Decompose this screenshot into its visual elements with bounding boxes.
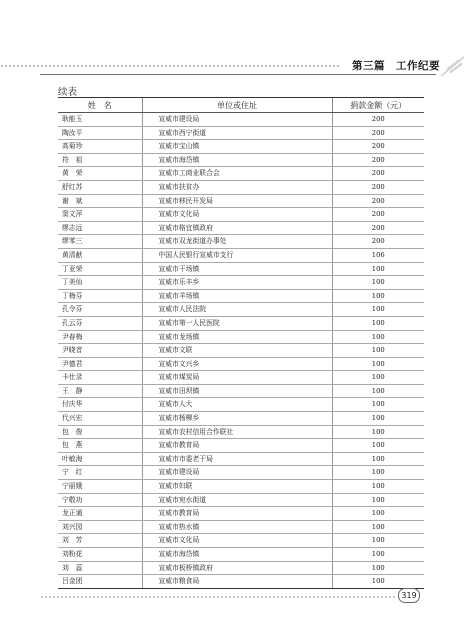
donor-name: 孔令芬: [58, 303, 142, 317]
table-row: [58, 194, 424, 208]
table-row: [58, 221, 424, 235]
donor-unit: 宣威市文化局: [142, 534, 332, 548]
chapter-title: 第三篇 工作纪要: [352, 60, 440, 72]
table-row: [58, 548, 424, 562]
donor-unit: 宣威市板桥镇政府: [142, 561, 332, 575]
table-row: [58, 248, 424, 262]
donation-amount: 100: [332, 412, 424, 426]
table-row: [58, 561, 424, 575]
table-row: [58, 534, 424, 548]
donor-name: 丁美仙: [58, 276, 142, 290]
donation-amount: 200: [332, 126, 424, 140]
donor-name: 黄 荣: [58, 167, 142, 181]
table-row: [58, 316, 424, 330]
donor-name: 宁 红: [58, 466, 142, 480]
donor-unit: 宣威市宛水街道: [142, 493, 332, 507]
table-row: [58, 575, 424, 589]
donor-unit: 宣威市市委老干局: [142, 452, 332, 466]
donor-unit: 宣威市文化局: [142, 208, 332, 222]
donation-amount: 100: [332, 262, 424, 276]
donor-name: 刘粉花: [58, 548, 142, 562]
donor-unit: 宣威市妇联: [142, 480, 332, 494]
table-row: [58, 289, 424, 303]
donation-amount: 100: [332, 276, 424, 290]
donor-unit: 宣威市人民法院: [142, 303, 332, 317]
donor-unit: 宣威市格宜镇政府: [142, 221, 332, 235]
donation-amount: 200: [332, 113, 424, 127]
column-header-name: 姓 名: [58, 98, 142, 113]
table-row: [58, 384, 424, 398]
header-rule: [40, 74, 436, 75]
table-row: [58, 398, 424, 412]
table-row: [58, 180, 424, 194]
donor-unit: 宣威市西宁街道: [142, 126, 332, 140]
donation-amount: 100: [332, 289, 424, 303]
donor-unit: 宣威市热水镇: [142, 520, 332, 534]
donation-amount: 200: [332, 167, 424, 181]
donation-amount: 100: [332, 548, 424, 562]
table-header: [58, 98, 424, 113]
donation-amount: 100: [332, 561, 424, 575]
donor-name: 代兴宏: [58, 412, 142, 426]
donor-unit: 宣威市杨柳乡: [142, 412, 332, 426]
table-row: [58, 357, 424, 371]
table-row: [58, 235, 424, 249]
donor-name: 尹德君: [58, 357, 142, 371]
donor-unit: 宣威市海岱镇: [142, 548, 332, 562]
donation-amount: 100: [332, 330, 424, 344]
donor-name: 包 俊: [58, 425, 142, 439]
donor-unit: 宣威市田坝镇: [142, 384, 332, 398]
donation-amount: 200: [332, 221, 424, 235]
donor-name: 宁丽娥: [58, 480, 142, 494]
donation-amount: 100: [332, 357, 424, 371]
donor-name: 包 燕: [58, 439, 142, 453]
donor-name: 符 祖: [58, 153, 142, 167]
donation-amount: 100: [332, 425, 424, 439]
donor-name: 高菊珍: [58, 140, 142, 154]
donor-unit: 宣威市工商业联合会: [142, 167, 332, 181]
donation-amount: 200: [332, 194, 424, 208]
donor-name: 耿能玉: [58, 113, 142, 127]
donor-name: 黄清献: [58, 248, 142, 262]
footer-dotted-rule: [40, 595, 396, 599]
table-row: [58, 493, 424, 507]
donor-unit: 宣威市煤炭局: [142, 371, 332, 385]
donor-name: 刘 芳: [58, 534, 142, 548]
column-header-unit: 单位或住址: [142, 98, 332, 113]
donation-amount: 100: [332, 344, 424, 358]
donation-amount: 100: [332, 507, 424, 521]
donation-amount: 100: [332, 534, 424, 548]
donor-unit: 宣威市宝山镇: [142, 140, 332, 154]
donation-amount: 200: [332, 180, 424, 194]
donor-unit: 宣威市建设局: [142, 466, 332, 480]
donor-name: 卡仕录: [58, 371, 142, 385]
donor-unit: 宣威市扶贫办: [142, 180, 332, 194]
table-row: [58, 126, 424, 140]
donation-amount: 100: [332, 575, 424, 589]
donor-unit: 宣威市建设局: [142, 113, 332, 127]
table-row: [58, 276, 424, 290]
continued-table-label: 续表: [58, 87, 78, 98]
donation-amount: 200: [332, 235, 424, 249]
donation-amount: 100: [332, 303, 424, 317]
donor-unit: 宣威市粮食局: [142, 575, 332, 589]
donation-amount: 100: [332, 316, 424, 330]
donor-unit: 宣威市海岱镇: [142, 153, 332, 167]
donor-name: 王 静: [58, 384, 142, 398]
donation-amount: 106: [332, 248, 424, 262]
table-row: [58, 507, 424, 521]
donor-name: 丁亚荣: [58, 262, 142, 276]
donation-amount: 100: [332, 384, 424, 398]
header-dotted-rule: [0, 64, 340, 68]
donor-name: 缪志远: [58, 221, 142, 235]
column-header-amount: 捐款金额（元）: [332, 98, 424, 113]
table-row: [58, 167, 424, 181]
donor-unit: 宣威市双龙街道办事处: [142, 235, 332, 249]
donor-name: 刘 蕊: [58, 561, 142, 575]
table-row: [58, 480, 424, 494]
donor-name: 叶敏海: [58, 452, 142, 466]
table-row: [58, 466, 424, 480]
table-row: [58, 439, 424, 453]
table-row: [58, 330, 424, 344]
table-row: [58, 344, 424, 358]
donation-amount: 100: [332, 480, 424, 494]
donor-unit: 宣威市第一人民医院: [142, 316, 332, 330]
donor-unit: 宣威市羊场镇: [142, 289, 332, 303]
donor-name: 尹晓音: [58, 344, 142, 358]
donor-unit: 宣威市文兴乡: [142, 357, 332, 371]
table-row: [58, 520, 424, 534]
donor-name: 丁梅芬: [58, 289, 142, 303]
donation-amount: 200: [332, 140, 424, 154]
donor-name: 孔云芬: [58, 316, 142, 330]
donor-unit: 宣威市农村信用合作联社: [142, 425, 332, 439]
donor-name: 龙正通: [58, 507, 142, 521]
donor-name: 刘兴园: [58, 520, 142, 534]
donation-amount: 100: [332, 466, 424, 480]
donor-unit: 宣威市教育局: [142, 439, 332, 453]
donation-amount: 200: [332, 153, 424, 167]
table-row: [58, 262, 424, 276]
donor-unit: 宣威市龙场镇: [142, 330, 332, 344]
table-row: [58, 113, 424, 127]
wheat-ear-icon: [437, 54, 467, 78]
donor-unit: 宣威市教育局: [142, 507, 332, 521]
table-row: [58, 303, 424, 317]
donor-name: 吕金团: [58, 575, 142, 589]
donation-amount: 100: [332, 371, 424, 385]
table-row: [58, 412, 424, 426]
table-row: [58, 140, 424, 154]
donor-unit: 宣威市乐丰乡: [142, 276, 332, 290]
donor-unit: 中国人民银行宣威市支行: [142, 248, 332, 262]
donation-amount: 100: [332, 439, 424, 453]
table-body: [58, 113, 424, 589]
donation-table: [58, 97, 424, 589]
donation-amount: 100: [332, 398, 424, 412]
donor-unit: 宣威市移民开发局: [142, 194, 332, 208]
donation-amount: 200: [332, 208, 424, 222]
donor-name: 舒红苏: [58, 180, 142, 194]
table-row: [58, 153, 424, 167]
table-row: [58, 208, 424, 222]
page-number: 319: [398, 588, 420, 603]
donation-amount: 100: [332, 493, 424, 507]
donor-name: 窦文萍: [58, 208, 142, 222]
donor-name: 陶汝平: [58, 126, 142, 140]
donor-unit: 宣威市文联: [142, 344, 332, 358]
donor-name: 缪苯三: [58, 235, 142, 249]
page-top-margin: [0, 0, 475, 58]
donation-amount: 100: [332, 452, 424, 466]
table-row: [58, 452, 424, 466]
donor-unit: 宣威市干场镇: [142, 262, 332, 276]
donation-amount: 100: [332, 520, 424, 534]
donor-name: 付庆华: [58, 398, 142, 412]
table-row: [58, 425, 424, 439]
donor-name: 宁敬功: [58, 493, 142, 507]
donor-name: 谢 斌: [58, 194, 142, 208]
donor-unit: 宣威市人大: [142, 398, 332, 412]
table-row: [58, 371, 424, 385]
donor-name: 尹春梅: [58, 330, 142, 344]
